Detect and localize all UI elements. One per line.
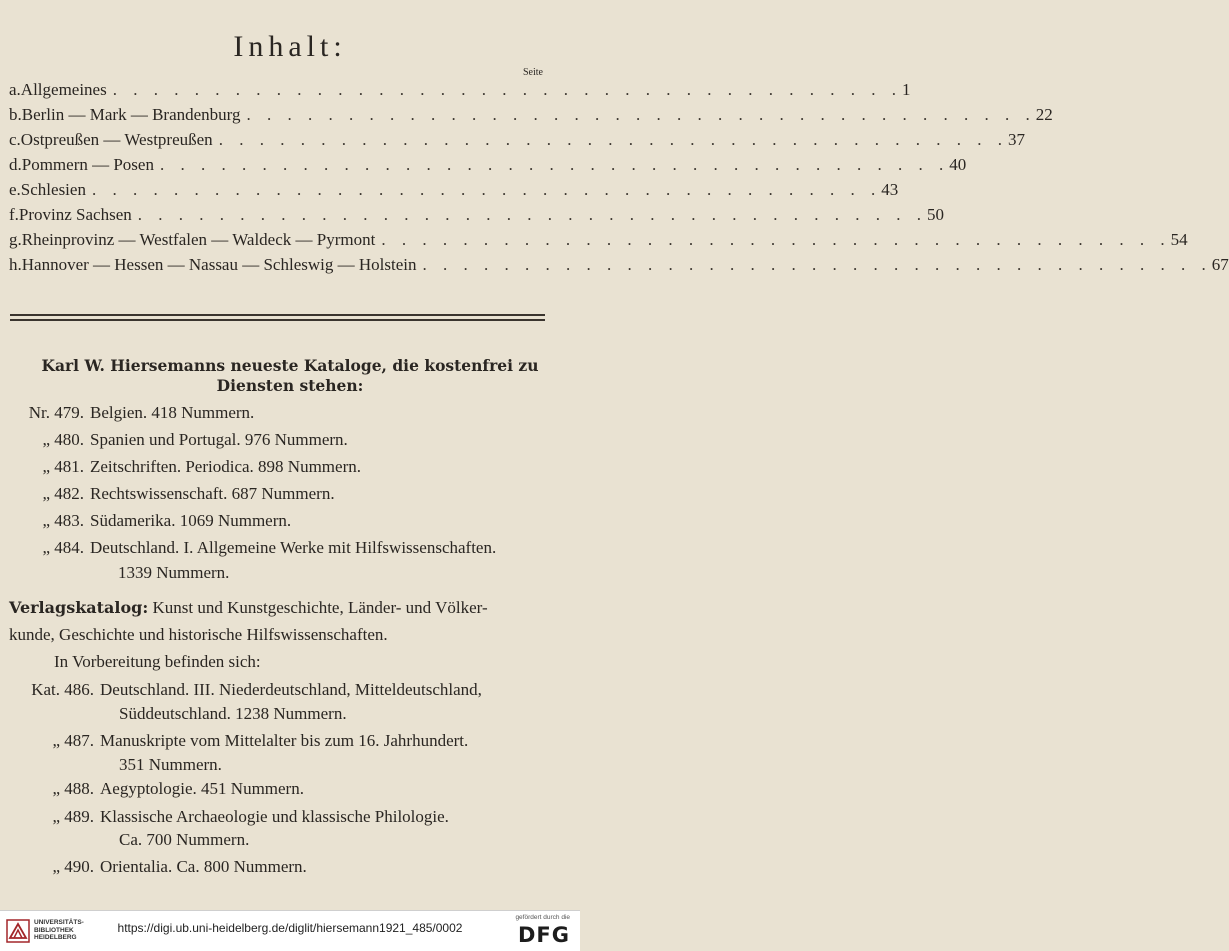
catalog-text: Orientalia. Ca. 800 Nummern. — [100, 857, 307, 876]
toc-page: 43 — [881, 180, 899, 199]
toc-row — [9, 230, 1188, 255]
toc-leader: . . . . . . . . . . . . . . . . . . . . . . . . . . . . . . . . . . . . . . . — [381, 230, 1171, 249]
toc-leader: . . . . . . . . . . . . . . . . . . . . . . . . . . . . . . . . . . . . . . . — [422, 255, 1212, 274]
toc-letter: d. — [9, 155, 22, 174]
toc-row — [9, 80, 911, 105]
catalog-number: Kat. 486. — [31, 680, 94, 699]
toc-row — [9, 155, 967, 180]
verlag-heading: Verlagskatalog: — [9, 598, 149, 617]
toc-page: 1 — [901, 80, 911, 99]
toc-row — [9, 255, 1229, 280]
toc-letter: f. — [9, 205, 19, 224]
toc-letter: b. — [9, 105, 22, 124]
catalog-number: „ 482. — [42, 484, 84, 503]
toc-title: Schlesien — [20, 180, 86, 199]
catalog-number: „ 480. — [42, 430, 84, 449]
page-title: Inhalt: — [233, 30, 347, 63]
divider-rule — [10, 314, 545, 316]
catalog-text: Rechtswissenschaft. 687 Nummern. — [90, 484, 335, 503]
toc-title: Provinz Sachsen — [18, 205, 132, 224]
catalog-text: Manuskripte vom Mittelalter bis zum 16. Jahrhundert. — [100, 731, 469, 750]
section-heading-line: Karl W. Hiersemanns neueste Kataloge, die kostenfrei zu — [41, 356, 539, 375]
verlag-text: kunde, Geschichte und historische Hilfswissenschaften. — [9, 625, 388, 644]
catalog-text-continued: Süddeutschland. 1238 Nummern. — [119, 704, 347, 723]
catalog-text: Deutschland. I. Allgemeine Werke mit Hilfswissenschaften. — [90, 538, 497, 557]
catalog-text: Zeitschriften. Periodica. 898 Nummern. — [90, 457, 361, 476]
permalink-url[interactable]: https://digi.ub.uni-heidelberg.de/diglit/hiersemann1921_485/0002 — [117, 921, 463, 935]
university-library-logo-icon — [6, 919, 30, 943]
institution-line: BIBLIOTHEK — [34, 926, 74, 934]
verlag-text: Kunst und Kunstgeschichte, Länder- und Völker- — [148, 598, 488, 617]
viewer-footer — [0, 910, 580, 951]
catalog-number: „ 481. — [42, 457, 84, 476]
toc-title: Hannover — Hessen — Nassau — Schleswig — Holstein — [21, 255, 417, 274]
toc-title: Allgemeines — [20, 80, 107, 99]
catalog-text-continued: 1339 Nummern. — [118, 563, 230, 582]
institution-line: UNIVERSITÄTS- — [34, 919, 84, 926]
catalog-text: Klassische Archaeologie und klassische Philologie. — [100, 807, 449, 826]
toc-letter: g. — [9, 230, 22, 249]
toc-page: 40 — [949, 155, 967, 174]
toc-page: 50 — [927, 205, 945, 224]
toc-page: 22 — [1035, 105, 1053, 124]
toc-row — [9, 130, 1025, 155]
table-of-contents — [9, 80, 1229, 280]
catalog-text: Deutschland. III. Niederdeutschland, Mitteldeutschland, — [100, 680, 482, 699]
verlagskatalog — [9, 594, 549, 648]
toc-leader: . . . . . . . . . . . . . . . . . . . . . . . . . . . . . . . . . . . . . . . — [91, 180, 882, 199]
section-heading-line: Diensten stehen: — [216, 376, 364, 395]
catalog-number: „ 483. — [42, 511, 84, 530]
section-heading — [0, 356, 580, 396]
catalog-number: „ 484. — [42, 538, 84, 557]
toc-leader: . . . . . . . . . . . . . . . . . . . . . . . . . . . . . . . . . . . . . . . — [218, 130, 1008, 149]
toc-row — [9, 180, 899, 205]
toc-title: Pommern — Posen — [21, 155, 154, 174]
funder-label: gefördert durch die — [515, 914, 570, 921]
toc-letter: a. — [9, 80, 21, 99]
toc-title: Berlin — Mark — Brandenburg — [21, 105, 241, 124]
toc-letter: e. — [9, 180, 21, 199]
catalog-text-continued: 351 Nummern. — [119, 755, 222, 774]
catalog-text-continued: Ca. 700 Nummern. — [119, 830, 250, 849]
dfg-logo: DFG — [517, 923, 570, 947]
catalog-number: „ 487. — [52, 731, 94, 750]
toc-page: 54 — [1170, 230, 1188, 249]
catalog-text: Südamerika. 1069 Nummern. — [90, 511, 292, 530]
toc-page: 37 — [1007, 130, 1025, 149]
catalog-text: Belgien. 418 Nummern. — [90, 403, 255, 422]
vorbereitung-heading: In Vorbereitung befinden sich: — [54, 652, 261, 671]
institution-line: HEIDELBERG — [34, 934, 77, 941]
toc-leader: . . . . . . . . . . . . . . . . . . . . . . . . . . . . . . . . . . . . . . . — [112, 80, 902, 99]
divider-rule — [10, 319, 545, 321]
toc-leader: . . . . . . . . . . . . . . . . . . . . . . . . . . . . . . . . . . . . . . . — [137, 205, 928, 224]
toc-row — [9, 205, 945, 230]
catalog-number: „ 490. — [52, 857, 94, 876]
toc-row — [9, 105, 1053, 130]
toc-leader: . . . . . . . . . . . . . . . . . . . . . . . . . . . . . . . . . . . . . . . — [159, 155, 950, 174]
catalog-number: „ 489. — [52, 807, 94, 826]
catalog-number: Nr. 479. — [28, 403, 84, 422]
toc-leader: . . . . . . . . . . . . . . . . . . . . . . . . . . . . . . . . . . . . . . . — [246, 105, 1036, 124]
toc-page: 67 — [1211, 255, 1229, 274]
seite-label: Seite — [523, 67, 543, 78]
toc-title: Rheinprovinz — Westfalen — Waldeck — Pyrmont — [21, 230, 376, 249]
catalog-text: Aegyptologie. 451 Nummern. — [100, 779, 304, 798]
catalog-number: „ 488. — [52, 779, 94, 798]
institution-name — [34, 919, 84, 942]
catalog-text: Spanien und Portugal. 976 Nummern. — [90, 430, 348, 449]
toc-letter: h. — [9, 255, 22, 274]
toc-letter: c. — [9, 130, 21, 149]
toc-title: Ostpreußen — Westpreußen — [20, 130, 213, 149]
